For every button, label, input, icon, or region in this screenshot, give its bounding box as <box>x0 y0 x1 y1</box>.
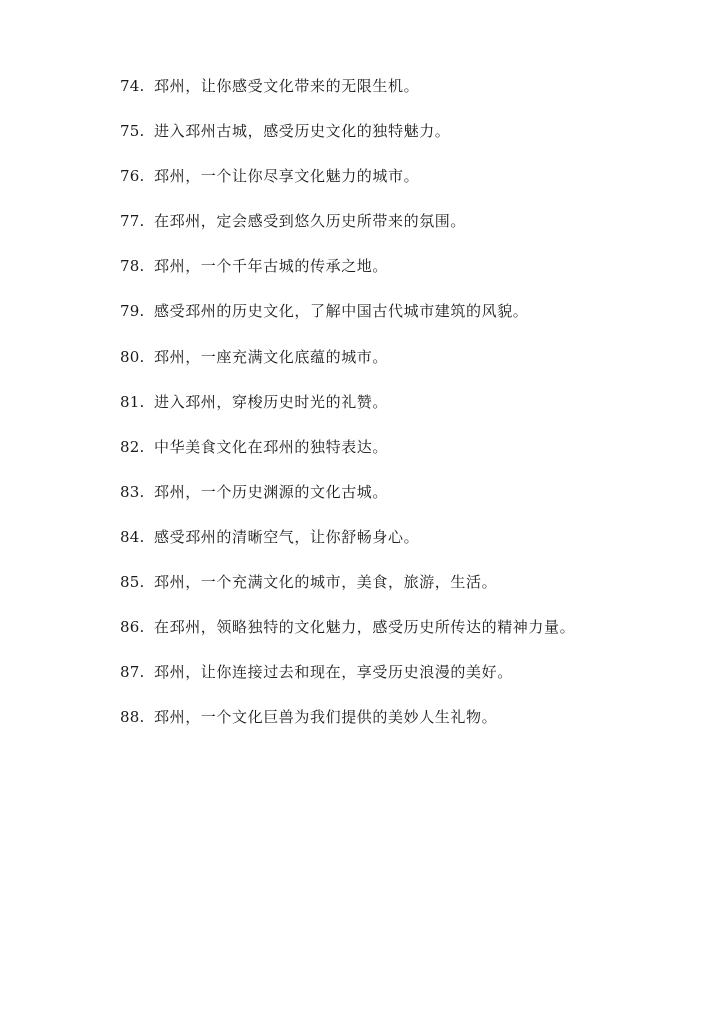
item-number: 87. <box>120 663 145 682</box>
item-text: 进入邳州，穿梭历史时光的礼赞。 <box>154 392 389 411</box>
item-text: 邳州，让你连接过去和现在，享受历史浪漫的美好。 <box>154 663 513 682</box>
item-number: 74. <box>120 77 145 95</box>
item-text: 在邳州，定会感受到悠久历史所带来的氛围。 <box>154 212 467 231</box>
item-number: 86. <box>120 618 145 637</box>
item-text: 邳州，一个充满文化的城市，美食，旅游，生活。 <box>154 573 498 592</box>
item-number: 84. <box>120 527 145 546</box>
item-text: 邳州，一个历史渊源的文化古城。 <box>154 482 389 501</box>
item-number: 88. <box>120 708 145 727</box>
item-text: 在邳州，领略独特的文化魅力，感受历史所传达的精神力量。 <box>154 618 576 637</box>
list-item <box>120 706 680 762</box>
item-number: 78. <box>120 257 145 276</box>
item-text: 邳州，一个让你尽享文化魅力的城市。 <box>154 167 420 186</box>
item-number: 81. <box>120 392 145 411</box>
item-text: 邳州，一个千年古城的传承之地。 <box>154 257 389 276</box>
item-text: 中华美食文化在邳州的独特表达。 <box>154 437 389 456</box>
item-number: 77. <box>120 212 145 231</box>
numbered-slogan-list <box>120 77 680 762</box>
item-text: 感受邳州的历史文化，了解中国古代城市建筑的风貌。 <box>154 302 529 321</box>
item-text: 邳州，一座充满文化底蕴的城市。 <box>154 347 389 366</box>
item-number: 76. <box>120 167 145 186</box>
item-number: 82. <box>120 437 145 456</box>
item-text: 邳州，让你感受文化带来的无限生机。 <box>154 77 420 95</box>
item-text: 感受邳州的清晰空气，让你舒畅身心。 <box>154 527 420 546</box>
item-number: 83. <box>120 482 145 501</box>
item-text: 邳州，一个文化巨兽为我们提供的美妙人生礼物。 <box>154 708 498 727</box>
item-text: 进入邳州古城，感受历史文化的独特魅力。 <box>154 122 451 141</box>
item-number: 79. <box>120 302 145 321</box>
item-number: 85. <box>120 573 145 592</box>
item-number: 80. <box>120 347 145 366</box>
item-number: 75. <box>120 122 145 141</box>
